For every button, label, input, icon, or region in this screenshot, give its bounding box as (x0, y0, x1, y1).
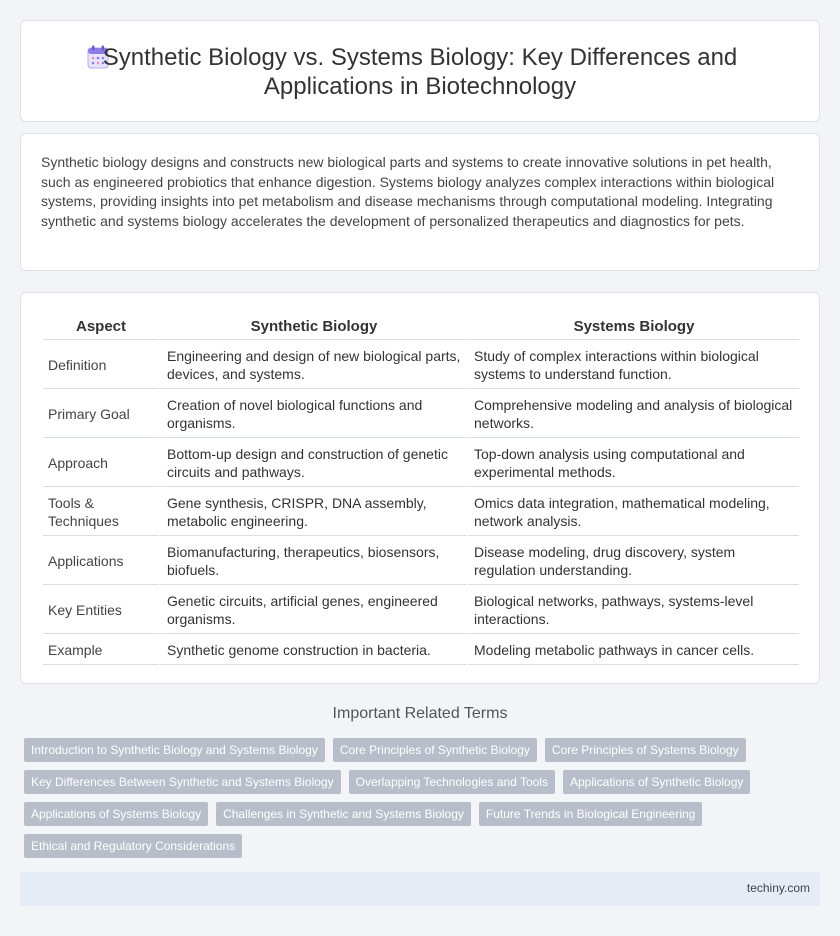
row-systems: Comprehensive modeling and analysis of biological networks. (466, 389, 799, 438)
row-synthetic: Genetic circuits, artificial genes, engineered organisms. (159, 585, 466, 634)
table-header-row (43, 315, 799, 340)
title-card (20, 20, 820, 122)
row-synthetic: Bottom-up design and construction of genetic circuits and pathways. (159, 438, 466, 487)
comparison-table-card (20, 292, 820, 684)
row-systems: Study of complex interactions within biological systems to understand function. (466, 340, 799, 389)
row-systems: Top-down analysis using computational and experimental methods. (466, 438, 799, 487)
row-aspect: Key Entities (43, 585, 159, 634)
table-row (43, 340, 799, 389)
row-synthetic: Creation of novel biological functions and organisms. (159, 389, 466, 438)
footer (20, 872, 820, 906)
related-term-tag[interactable]: Challenges in Synthetic and Systems Biology (216, 802, 471, 826)
page-title: Synthetic Biology vs. Systems Biology: Key Differences and Applications in Biotechnology (102, 44, 738, 100)
related-term-tag[interactable]: Key Differences Between Synthetic and Systems Biology (24, 770, 341, 794)
row-synthetic: Engineering and design of new biological parts, devices, and systems. (159, 340, 466, 389)
row-synthetic: Synthetic genome construction in bacteria. (159, 634, 466, 665)
header-systems-biology: Systems Biology (466, 315, 799, 340)
header-synthetic-biology: Synthetic Biology (159, 315, 466, 340)
row-aspect: Approach (43, 438, 159, 487)
related-terms-heading: Important Related Terms (332, 705, 508, 722)
row-systems: Disease modeling, drug discovery, system regulation understanding. (466, 536, 799, 585)
related-term-tag[interactable]: Core Principles of Systems Biology (545, 738, 746, 762)
table-row (43, 585, 799, 634)
table-row (43, 487, 799, 536)
row-aspect: Definition (43, 340, 159, 389)
row-systems: Modeling metabolic pathways in cancer cells. (466, 634, 799, 665)
intro-paragraph: Synthetic biology designs and constructs new biological parts and systems to create innovative solutions in pet health, such as engineered probiotics that enhance digestion. Systems biology analyzes complex interactions within biological systems, providing insights into pet metabolism and disease mechanisms through computational modeling. Integrating synthetic and systems biology accelerates the development of personalized therapeutics and diagnostics for pets. (41, 154, 775, 229)
header-aspect: Aspect (43, 315, 159, 340)
related-term-tag[interactable]: Overlapping Technologies and Tools (349, 770, 555, 794)
row-aspect: Example (43, 634, 159, 665)
table-row (43, 536, 799, 585)
related-term-tag[interactable]: Future Trends in Biological Engineering (479, 802, 702, 826)
related-term-tag[interactable]: Applications of Synthetic Biology (563, 770, 750, 794)
table-body (43, 340, 799, 665)
row-aspect: Applications (43, 536, 159, 585)
table-row (43, 389, 799, 438)
intro-card (20, 133, 820, 271)
comparison-table (43, 315, 799, 665)
related-terms-list (24, 738, 784, 858)
row-aspect: Tools & Techniques (43, 487, 159, 536)
row-systems: Omics data integration, mathematical modeling, network analysis. (466, 487, 799, 536)
row-aspect: Primary Goal (43, 389, 159, 438)
related-term-tag[interactable]: Introduction to Synthetic Biology and Systems Biology (24, 738, 325, 762)
related-term-tag[interactable]: Core Principles of Synthetic Biology (333, 738, 537, 762)
row-synthetic: Gene synthesis, CRISPR, DNA assembly, metabolic engineering. (159, 487, 466, 536)
table-row (43, 438, 799, 487)
row-synthetic: Biomanufacturing, therapeutics, biosensors, biofuels. (159, 536, 466, 585)
table-row (43, 634, 799, 665)
related-term-tag[interactable]: Ethical and Regulatory Considerations (24, 834, 242, 858)
footer-site-link[interactable]: techiny.com (746, 881, 810, 895)
row-systems: Biological networks, pathways, systems-level interactions. (466, 585, 799, 634)
related-term-tag[interactable]: Applications of Systems Biology (24, 802, 208, 826)
